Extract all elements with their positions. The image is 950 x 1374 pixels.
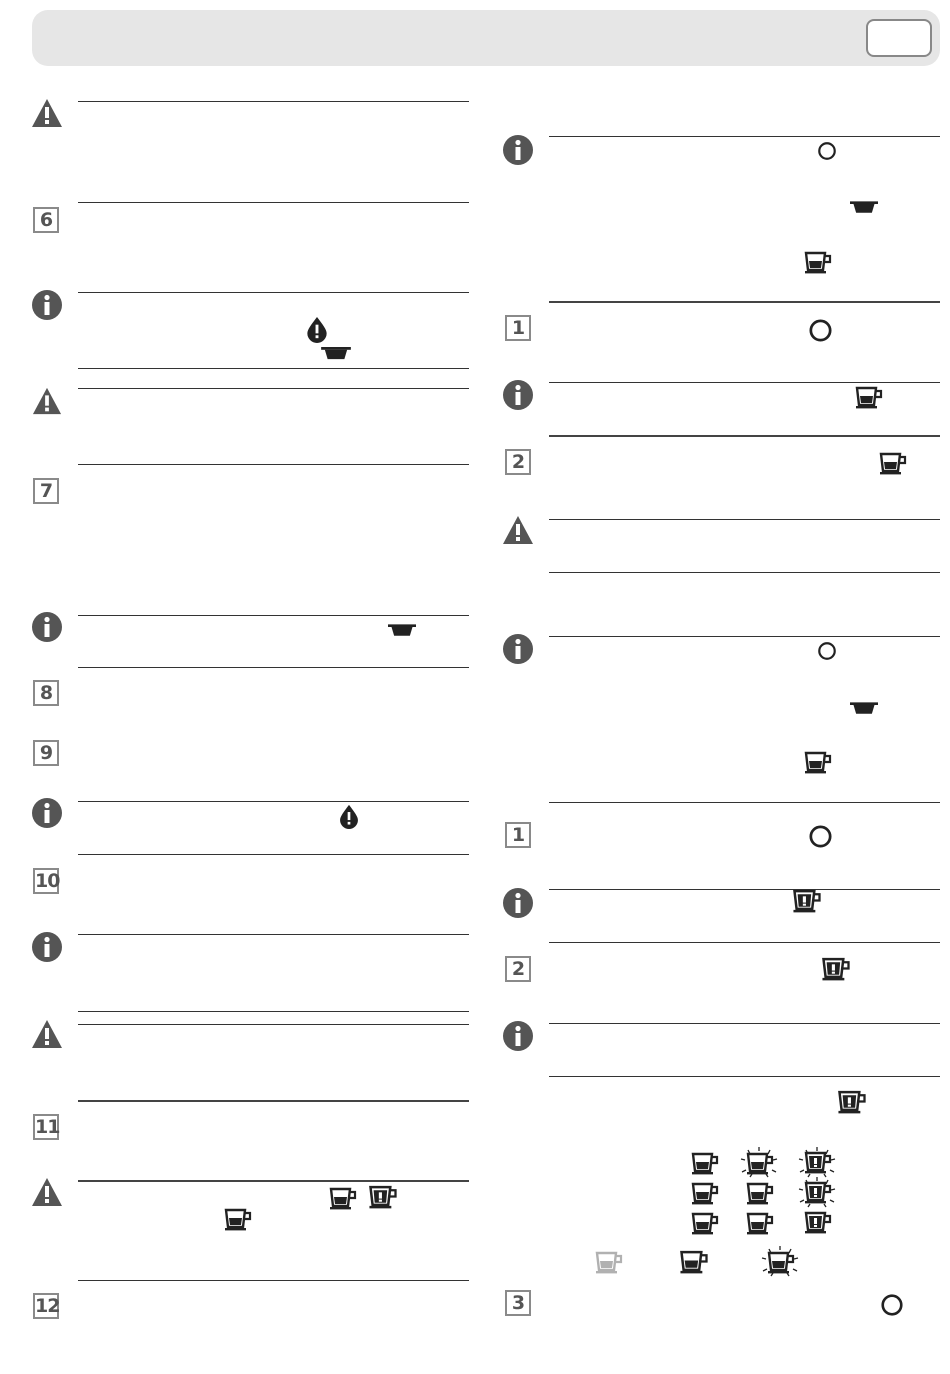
divider-rule [78, 292, 469, 293]
cup-off-icon [595, 1250, 623, 1274]
divider-rule [78, 1280, 469, 1281]
info-icon [31, 931, 63, 963]
divider-rule [549, 1076, 940, 1077]
cup-alert-icon [821, 956, 851, 981]
divider-rule [78, 464, 469, 465]
cup-icon [224, 1207, 252, 1231]
info-icon [31, 611, 63, 643]
drip-tray-icon [388, 624, 416, 637]
cup-icon [746, 1181, 774, 1205]
header-bar [32, 10, 940, 66]
divider-rule [549, 572, 940, 573]
divider-rule [549, 382, 940, 383]
divider-rule [78, 1011, 469, 1012]
divider-rule [78, 368, 469, 369]
cup-icon [804, 750, 832, 774]
divider-rule [78, 1024, 469, 1025]
warning-icon [30, 1176, 64, 1208]
power-button-icon [808, 824, 833, 849]
water-drop-icon [306, 316, 328, 343]
divider-rule [78, 854, 469, 855]
info-icon [31, 289, 63, 321]
divider-rule [549, 1023, 940, 1024]
cup-alert-icon [804, 1180, 832, 1204]
divider-rule [78, 101, 469, 102]
warning-icon [501, 514, 535, 546]
step-number: 8 [33, 680, 59, 706]
divider-rule [78, 388, 469, 389]
cup-icon [329, 1186, 357, 1210]
cup-icon [879, 451, 907, 475]
drip-tray-icon [321, 347, 351, 360]
power-button-icon [817, 641, 837, 661]
step-number: 12 [35, 1295, 60, 1317]
step-number: 1 [505, 822, 531, 848]
cup-icon [746, 1211, 774, 1235]
divider-rule [78, 1180, 469, 1182]
cup-alert-icon [804, 1150, 832, 1174]
cup-alert-icon [368, 1184, 398, 1209]
divider-rule [78, 615, 469, 616]
info-icon [502, 1020, 534, 1052]
info-icon [502, 379, 534, 411]
cup-icon [855, 385, 883, 409]
step-number: 2 [505, 956, 531, 982]
page-number-box [866, 19, 932, 57]
divider-rule [549, 435, 940, 437]
info-icon [31, 797, 63, 829]
divider-rule [549, 942, 940, 943]
info-icon [502, 887, 534, 919]
warning-icon [30, 97, 64, 129]
cup-on-icon [679, 1249, 709, 1274]
power-button-icon [817, 141, 837, 161]
cup-blinking-icon [767, 1250, 795, 1274]
step-number: 11 [35, 1116, 60, 1138]
step-number: 3 [505, 1290, 531, 1316]
step-number: 9 [33, 740, 59, 766]
divider-rule [549, 802, 940, 803]
info-icon [502, 134, 534, 166]
divider-rule [549, 519, 940, 520]
divider-rule [549, 636, 940, 637]
divider-rule [78, 801, 469, 802]
divider-rule [78, 667, 469, 668]
cup-icon [691, 1181, 719, 1205]
cup-icon [691, 1151, 719, 1175]
cup-alert-icon [792, 888, 822, 913]
step-number: 2 [505, 449, 531, 475]
water-drop-icon [339, 804, 359, 829]
divider-rule [549, 136, 940, 137]
step-number: 7 [33, 478, 59, 504]
divider-rule [78, 202, 469, 203]
cup-alert-icon [804, 1210, 832, 1234]
warning-icon [30, 1018, 64, 1050]
step-number: 10 [35, 870, 60, 892]
cup-icon [691, 1211, 719, 1235]
divider-rule [78, 1100, 469, 1102]
divider-rule [549, 301, 940, 303]
step-number: 1 [505, 315, 531, 341]
info-icon [502, 633, 534, 665]
drip-tray-icon [850, 702, 878, 715]
drip-tray-icon [850, 201, 878, 214]
cup-icon [746, 1151, 774, 1175]
power-button-icon [808, 318, 833, 343]
cup-icon [804, 250, 832, 274]
divider-rule [78, 934, 469, 935]
step-number: 6 [33, 207, 59, 233]
divider-rule [549, 889, 940, 890]
warning-icon [30, 386, 64, 416]
cup-alert-icon [837, 1089, 867, 1114]
power-button-icon [880, 1293, 904, 1317]
